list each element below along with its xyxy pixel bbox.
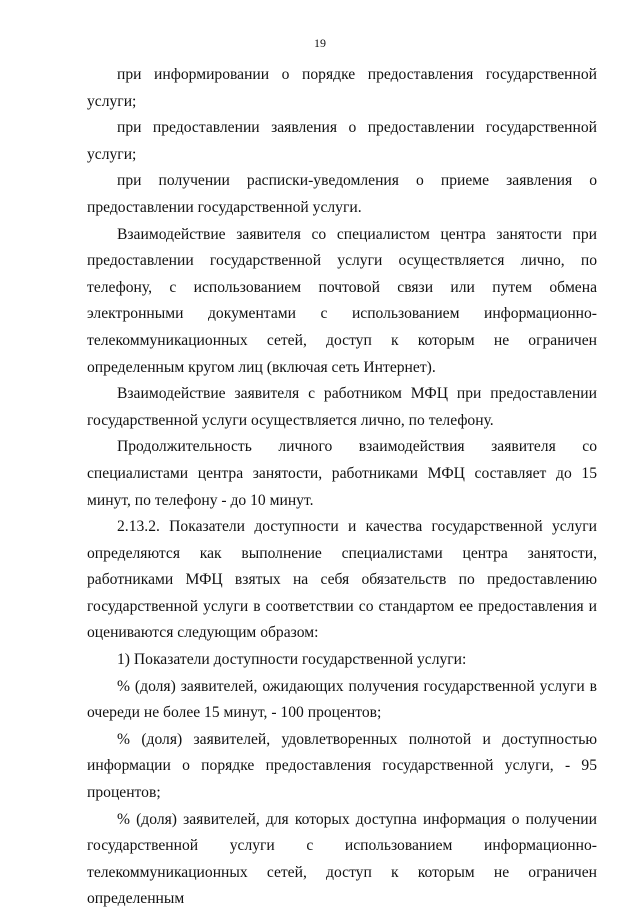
paragraph: Продолжительность личного взаимодействия заявителя со специалистами центра занятости, работниками МФЦ составляет до 15 минут, по телефону - до 10 минут. [87,438,597,509]
paragraph: Взаимодействие заявителя со специалистом центра занятости при предоставлении государственной услуги осуществляется лично, по телефону, с использованием почтовой связи или путем обмена электронными документами с использованием информационно-телекоммуникационных сетей, доступ к которым не ограничен определенным кругом лиц (включая сеть Интернет). [87,225,597,376]
paragraph: Взаимодействие заявителя с работником МФЦ при предоставлении государственной услуги осуществляется лично, по телефону. [87,385,597,429]
paragraph: 2.13.2. Показатели доступности и качества государственной услуги определяются как выполнение специалистами центра занятости, работниками МФЦ взятых на себя обязательств по предоставлению государственной услуги в соответствии со стандартом ее предоставления и оцениваются следующим образом: [87,518,597,642]
document-body [87,62,597,913]
paragraph: при предоставлении заявления о предоставлении государственной услуги; [87,119,597,163]
paragraph: 1) Показатели доступности государственной услуги: [117,651,467,669]
paragraph: при получении расписки-уведомления о приеме заявления о предоставлении государственной услуги. [87,172,597,216]
paragraph: % (доля) заявителей, для которых доступна информация о получении государственной услуги с использованием информационно-телекоммуникационных сетей, доступ к которым не ограничен определенным [87,810,597,908]
paragraph: при информировании о порядке предоставления государственной услуги; [87,66,597,110]
paragraph: % (доля) заявителей, ожидающих получения государственной услуги в очереди не более 15 минут, - 100 процентов; [87,677,597,722]
paragraph: % (доля) заявителей, удовлетворенных полнотой и доступностью информации о порядке предоставления государственной услуги, - 95 процентов; [87,730,597,802]
page-number: 19 [314,36,326,50]
